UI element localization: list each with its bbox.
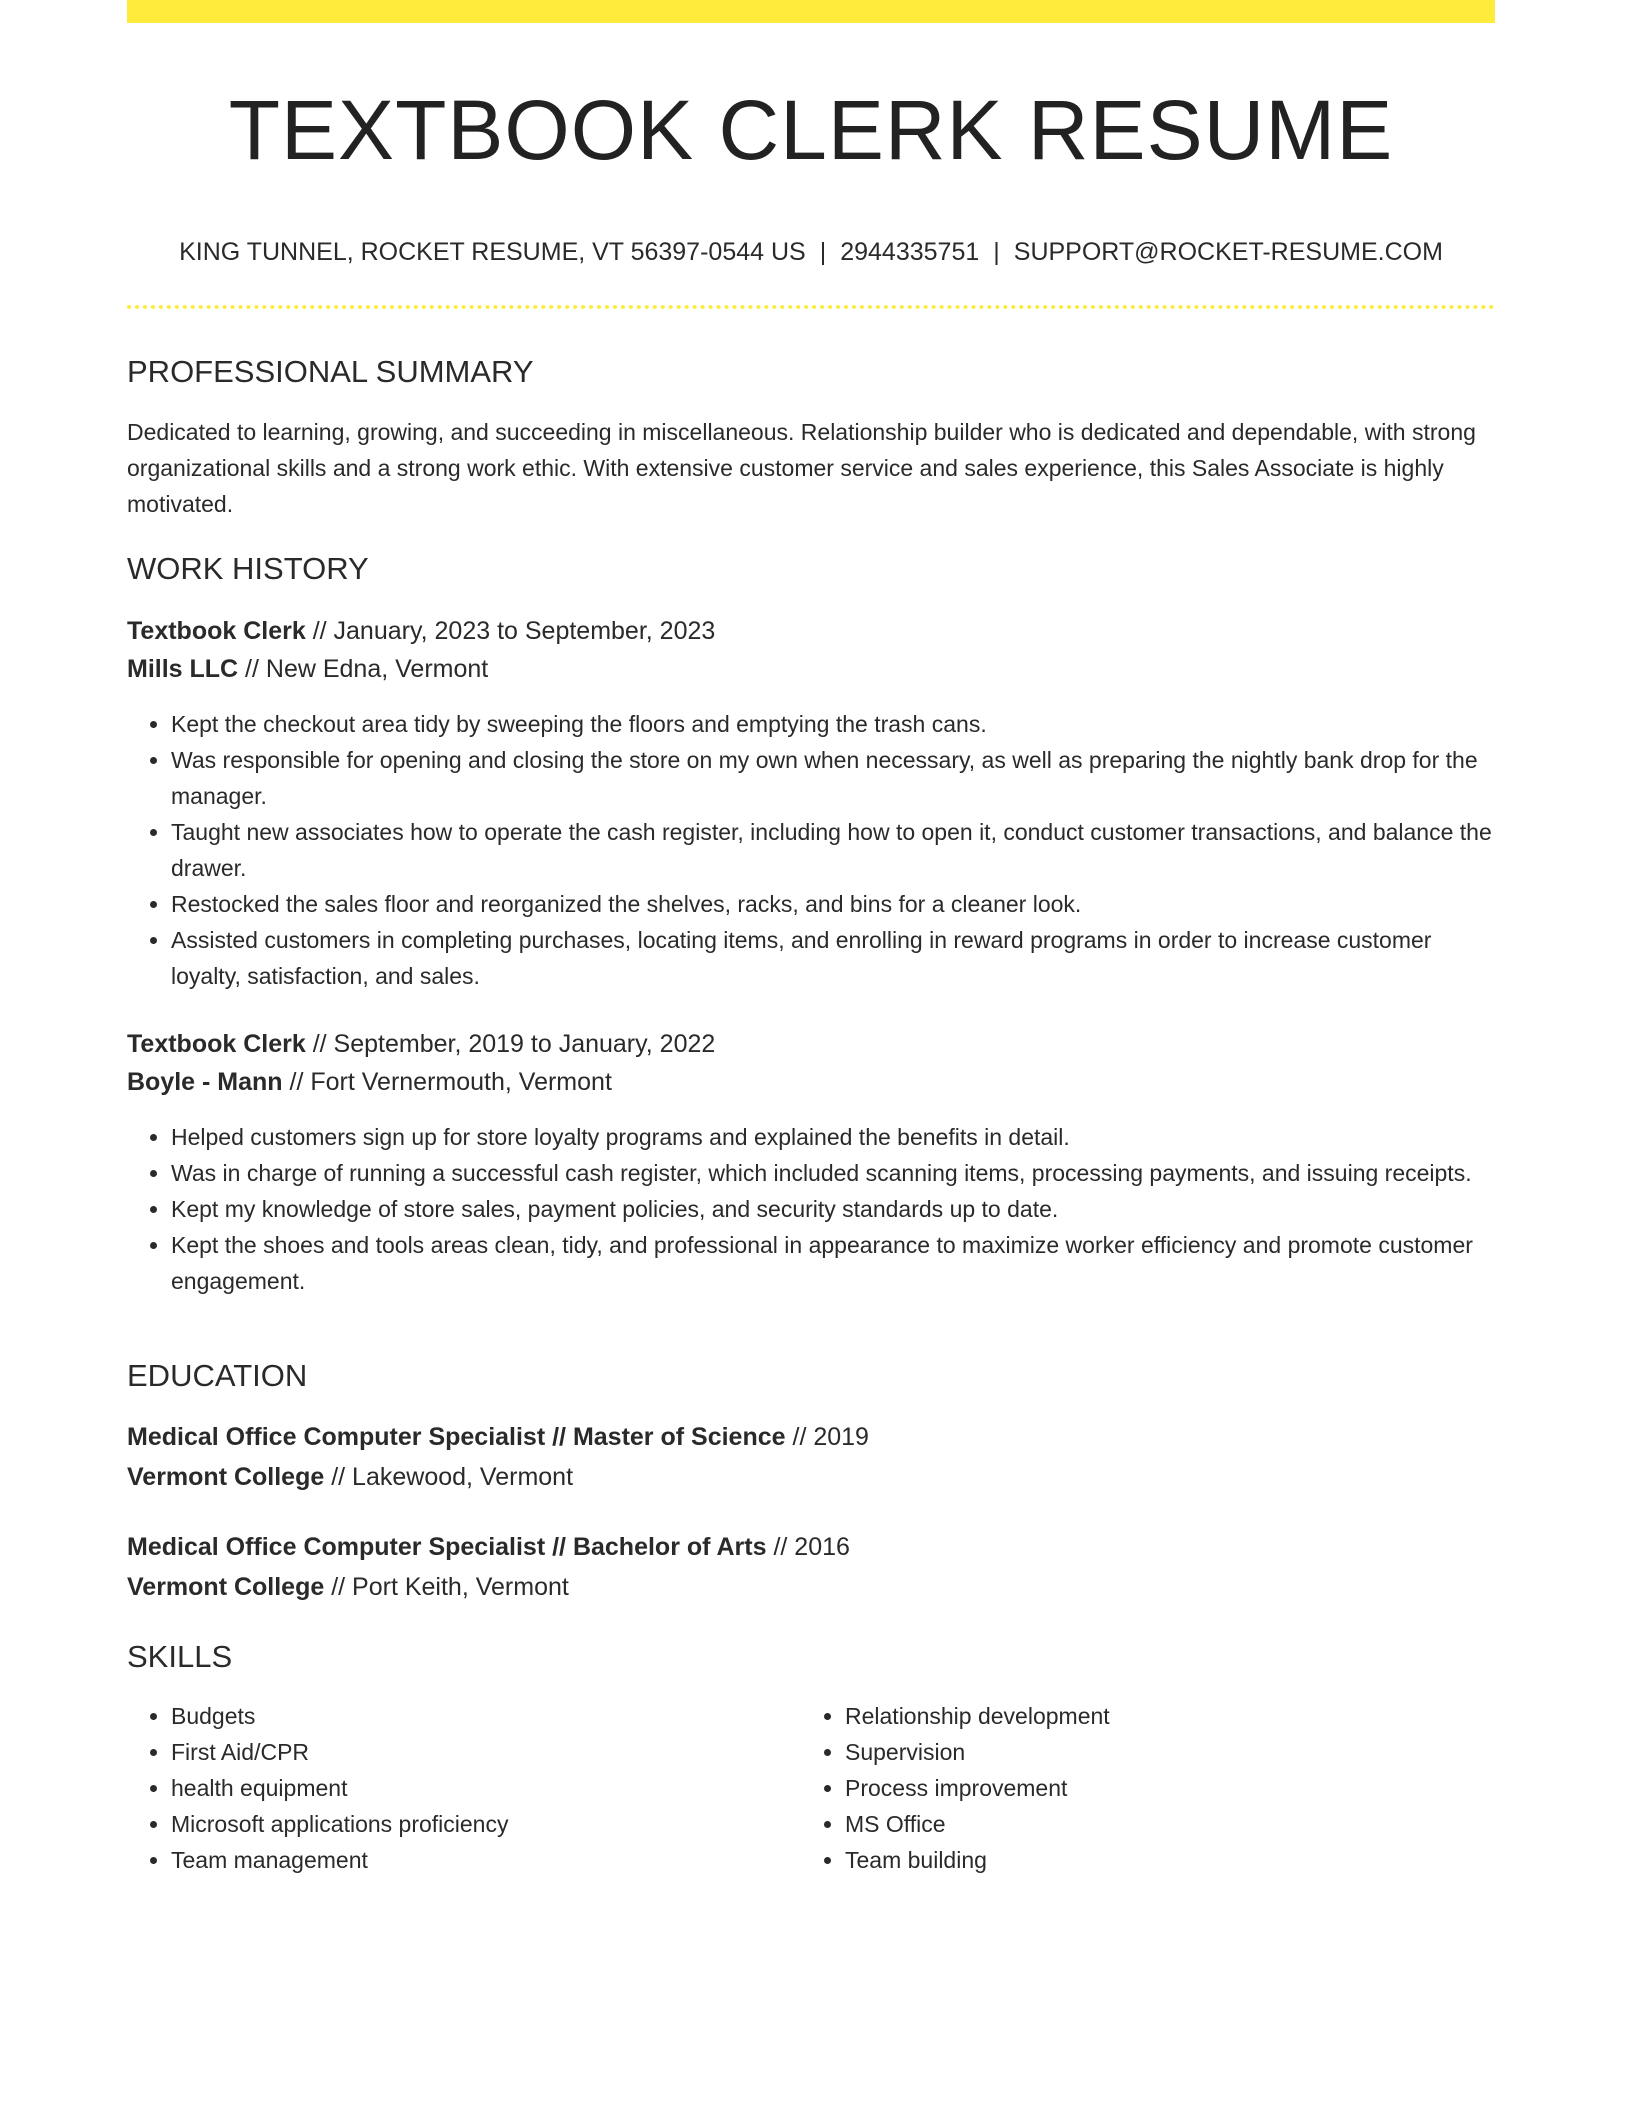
- list-item: • Kept the checkout area tidy by sweeping the floors and emptying the trash cans.: [171, 706, 1495, 742]
- job-location: // New Edna, Vermont: [238, 655, 489, 683]
- education-heading: EDUCATION: [127, 1358, 308, 1393]
- degree-year: // 2016: [766, 1533, 850, 1561]
- skill-item: • health equipment: [171, 1770, 801, 1806]
- school-location: // Port Keith, Vermont: [324, 1573, 569, 1601]
- degree: Medical Office Computer Specialist // Bachelor of Arts: [127, 1533, 767, 1561]
- skill-item: • Supervision: [845, 1734, 1495, 1770]
- school: Vermont College: [127, 1463, 325, 1491]
- summary-heading: PROFESSIONAL SUMMARY: [127, 354, 534, 389]
- accent-bar: [127, 0, 1495, 23]
- skill-item: • Team building: [845, 1842, 1495, 1878]
- contact-separator: |: [819, 238, 827, 266]
- list-item: • Restocked the sales floor and reorganized the shelves, racks, and bins for a cleaner look.: [171, 886, 1495, 922]
- skill-item: • Budgets: [171, 1698, 801, 1734]
- job-location: // Fort Vernermouth, Vermont: [282, 1068, 612, 1096]
- degree: Medical Office Computer Specialist // Master of Science: [127, 1423, 786, 1451]
- list-item: • Assisted customers in completing purchases, locating items, and enrolling in reward programs in order to increase customer loyalty, satisfaction, and sales.: [171, 922, 1495, 994]
- work-history-heading: WORK HISTORY: [127, 551, 369, 586]
- job-title-line: [127, 612, 1495, 650]
- degree-year: // 2019: [785, 1423, 869, 1451]
- list-item: • Was in charge of running a successful cash register, which included scanning items, processing payments, and issuing receipts.: [171, 1155, 1495, 1191]
- skills-list-right: [801, 1698, 1495, 1878]
- job-title: Textbook Clerk: [127, 617, 306, 645]
- contact-separator: |: [993, 238, 1000, 266]
- job-dates: // January, 2023 to September, 2023: [305, 617, 716, 645]
- skill-item: • First Aid/CPR: [171, 1734, 801, 1770]
- degree-line: [127, 1528, 1495, 1566]
- dotted-divider: [127, 305, 1495, 309]
- skill-item: • Process improvement: [845, 1770, 1495, 1806]
- list-item: • Kept the shoes and tools areas clean, tidy, and professional in appearance to maximize worker efficiency and promote customer engagement.: [171, 1227, 1495, 1299]
- list-item: • Kept my knowledge of store sales, payment policies, and security standards up to date.: [171, 1191, 1495, 1227]
- job-company: Boyle - Mann: [127, 1068, 283, 1096]
- school-location: // Lakewood, Vermont: [324, 1463, 574, 1491]
- contact-email: SUPPORT@ROCKET-RESUME.COM: [1013, 238, 1443, 266]
- job-title-line: [127, 1025, 1495, 1063]
- skill-item: • Relationship development: [845, 1698, 1495, 1734]
- contact-line: [127, 236, 1495, 268]
- list-item: • Taught new associates how to operate the cash register, including how to open it, conduct customer transactions, and balance the drawer.: [171, 814, 1495, 886]
- degree-line: [127, 1418, 1495, 1456]
- list-item: • Helped customers sign up for store loyalty programs and explained the benefits in detail.: [171, 1119, 1495, 1155]
- list-item: • Was responsible for opening and closing the store on my own when necessary, as well as preparing the nightly bank drop for the manager.: [171, 742, 1495, 814]
- job-title: Textbook Clerk: [127, 1030, 306, 1058]
- skill-item: • MS Office: [845, 1806, 1495, 1842]
- contact-address: KING TUNNEL, ROCKET RESUME, VT 56397-0544 US: [179, 238, 806, 266]
- school-line: [127, 1458, 1495, 1496]
- skill-item: • Team management: [171, 1842, 801, 1878]
- skill-item: • Microsoft applications proficiency: [171, 1806, 801, 1842]
- summary-text: Dedicated to learning, growing, and succeeding in miscellaneous. Relationship builder who is dedicated and dependable, with strong organizational skills and a strong work ethic. With extensive customer service and sales experience, this Sales Associate is highly motivated.: [127, 419, 1476, 517]
- resume-title: TEXTBOOK CLERK RESUME: [228, 83, 1394, 177]
- job-company: Mills LLC: [127, 655, 239, 683]
- skills-heading: SKILLS: [127, 1639, 233, 1674]
- job-bullets: [127, 706, 1495, 994]
- job-dates: // September, 2019 to January, 2022: [305, 1030, 716, 1058]
- skills-list-left: [127, 1698, 801, 1878]
- school-line: [127, 1568, 1495, 1606]
- job-company-line: [127, 650, 1495, 688]
- school: Vermont College: [127, 1573, 325, 1601]
- job-company-line: [127, 1063, 1495, 1101]
- contact-phone: 2944335751: [840, 238, 980, 266]
- job-bullets: [127, 1119, 1495, 1299]
